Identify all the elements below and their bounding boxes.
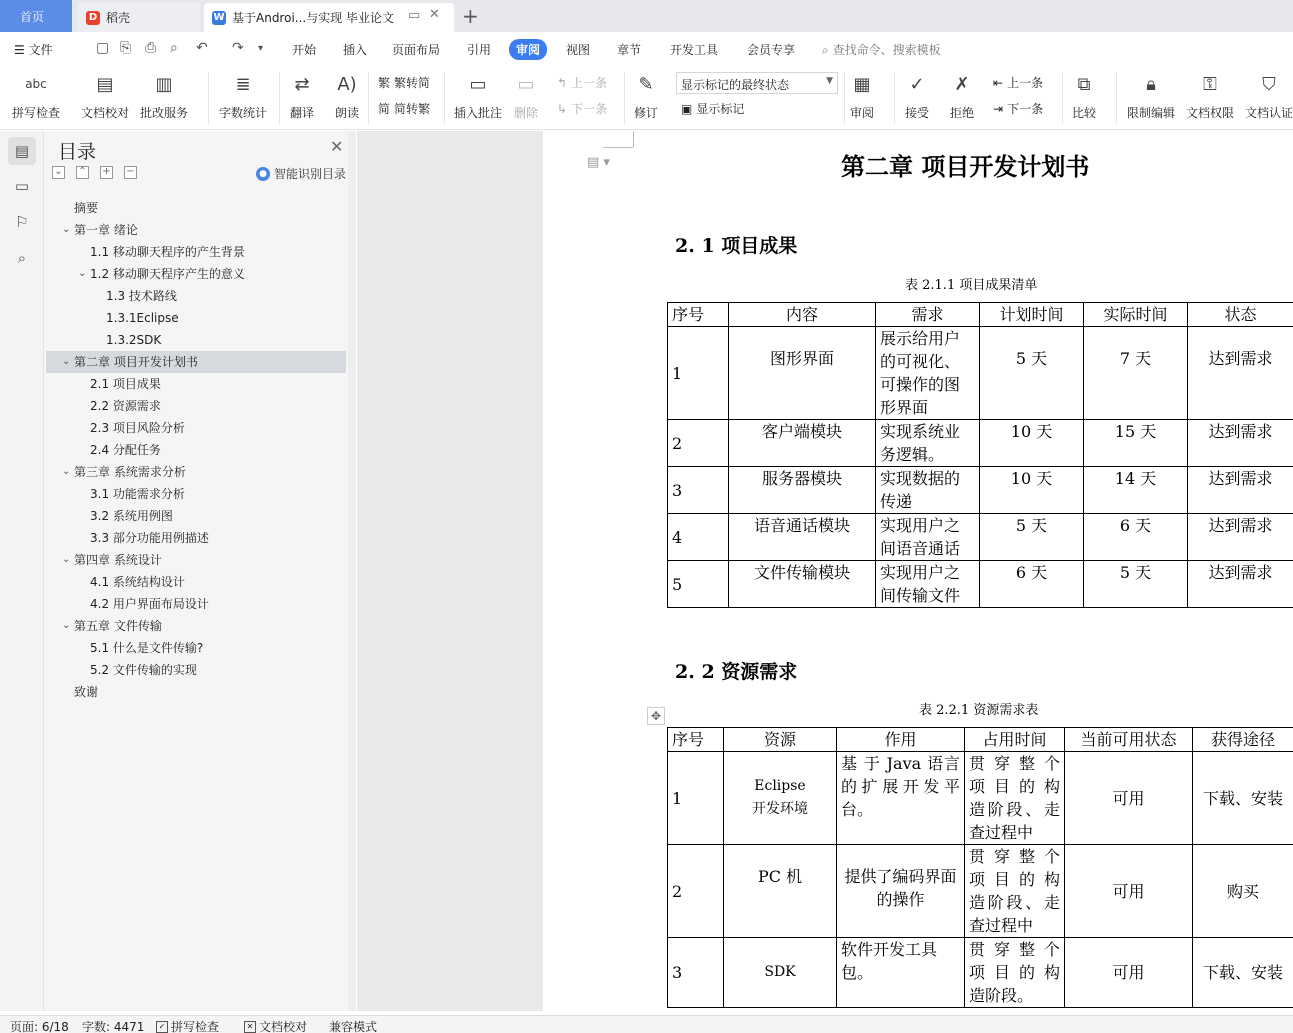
markup-icon: ▣ <box>681 101 693 116</box>
toc-item[interactable] <box>46 593 346 615</box>
translate-button[interactable] <box>288 70 316 121</box>
table-row <box>668 561 1293 608</box>
page-menu-icon[interactable]: ▤ ▾ <box>587 155 610 170</box>
toc-item[interactable] <box>46 329 346 351</box>
simp-to-trad-icon: 简 <box>378 102 391 116</box>
table-cell: 语音通话模块 <box>729 514 876 561</box>
toc-item-label: 第二章 项目开发计划书 <box>74 355 198 369</box>
toc-item[interactable] <box>46 659 346 681</box>
table-header-cell: 需求 <box>876 303 980 327</box>
toc-item-label: 3.3 部分功能用例描述 <box>90 531 209 545</box>
table-cell: 下载、安装 <box>1193 938 1293 1008</box>
doc-proof-icon: ▤ <box>96 73 114 95</box>
print-icon[interactable]: ⎙ <box>145 40 157 56</box>
compare-icon: ⧉ <box>1077 73 1091 95</box>
more-icon[interactable]: ▾ <box>258 43 264 54</box>
toc-item-label: 1.3.1Eclipse <box>106 311 179 325</box>
chevron-down-icon[interactable]: ⌄ <box>62 554 71 565</box>
menu-chapter[interactable]: 章节 <box>617 43 642 57</box>
table-cell: PC 机 <box>724 845 837 938</box>
table-cell: 2 <box>668 845 724 938</box>
table-cell: 达到需求 <box>1188 514 1293 561</box>
toc-item-label: 1.3 技术路线 <box>106 289 177 303</box>
restrict-edit-button[interactable] <box>1127 70 1175 121</box>
spell-check-icon: abc <box>25 77 47 91</box>
trad-to-simp-button[interactable] <box>378 74 430 91</box>
chevron-down-icon[interactable]: ⌄ <box>78 268 87 279</box>
table-project-results <box>667 302 1293 608</box>
permission-icon: ⚿ <box>1203 73 1217 95</box>
toc-item[interactable] <box>46 307 346 329</box>
table-move-handle-icon[interactable]: ✥ <box>647 707 665 725</box>
table-header-cell: 状态 <box>1188 303 1293 327</box>
doc-proof-status[interactable] <box>244 1018 307 1033</box>
close-icon[interactable]: ✕ <box>330 137 344 156</box>
menu-developer[interactable]: 开发工具 <box>670 43 719 57</box>
chevron-down-icon[interactable]: ⌄ <box>62 466 71 477</box>
table-header-cell: 资源 <box>724 728 837 752</box>
review-pane-label: 审阅 <box>849 106 874 120</box>
table-cell: 文件传输模块 <box>729 561 876 608</box>
table-cell: 实现系统业务逻辑。 <box>876 420 980 467</box>
toc-item[interactable] <box>46 439 346 461</box>
table-cell: 6 天 <box>1084 514 1188 561</box>
next-change-label: 下一条 <box>1007 102 1044 116</box>
smart-toc-button[interactable] <box>256 165 346 182</box>
table-row <box>668 327 1293 420</box>
command-search[interactable] <box>822 41 941 58</box>
revise-service-button[interactable] <box>140 70 188 121</box>
table-cell: 软件开发工具包。 <box>837 938 965 1008</box>
prev-change-button[interactable] <box>993 74 1043 91</box>
table1-caption: 表 2.1.1 项目成果清单 <box>905 278 1038 293</box>
table-cell: 2 <box>668 420 729 467</box>
pin-icon[interactable]: ▭ <box>408 8 421 23</box>
toc-item-label: 5.2 文件传输的实现 <box>90 663 197 677</box>
table-cell: 可用 <box>1065 845 1193 938</box>
prev-comment-button[interactable] <box>557 74 607 91</box>
tab-label: 稻壳 <box>106 11 131 25</box>
chevron-down-icon[interactable]: ⌄ <box>62 620 71 631</box>
next-comment-label: 下一条 <box>571 102 608 116</box>
hamburger-icon: ☰ <box>14 43 25 57</box>
delete-comment-label: 删除 <box>513 106 538 120</box>
search-placeholder: 查找命令、搜索模板 <box>832 43 941 57</box>
menu-insert[interactable]: 插入 <box>343 43 368 57</box>
table-cell: SDK <box>724 938 837 1008</box>
toc-item[interactable] <box>46 461 346 483</box>
smart-toc-label: 智能识别目录 <box>274 167 347 181</box>
document-area <box>357 131 1293 1011</box>
word-count-icon: ≣ <box>235 73 251 95</box>
delete-comment-button[interactable] <box>512 70 540 121</box>
review-pane-button[interactable] <box>848 70 876 121</box>
read-aloud-label: 朗读 <box>334 106 359 120</box>
tab-label: 基于Androi...与实现 毕业论文 <box>232 11 395 25</box>
search-icon[interactable]: ⌕ <box>17 249 27 267</box>
toc-list <box>46 197 346 703</box>
prev-comment-label: 上一条 <box>571 76 608 90</box>
doc-proof-button[interactable] <box>81 70 129 121</box>
export-icon[interactable]: ⎘ <box>120 40 132 56</box>
menu-bar <box>0 32 1293 66</box>
toc-item[interactable] <box>46 681 346 703</box>
bookmark-icon[interactable]: ⚐ <box>15 213 29 231</box>
prev-change-label: 上一条 <box>1007 76 1044 90</box>
track-changes-button[interactable] <box>632 70 660 121</box>
translate-label: 翻译 <box>289 106 314 120</box>
translate-icon: ⇄ <box>294 73 310 95</box>
table-cell: 达到需求 <box>1188 420 1293 467</box>
page-indicator[interactable]: 页面: 6/18 <box>10 1020 69 1033</box>
word-count-indicator[interactable]: 字数: 4471 <box>82 1020 145 1033</box>
side-icon-bar <box>0 131 44 1011</box>
status-bar <box>0 1015 1293 1033</box>
track-changes-icon: ✎ <box>638 73 654 95</box>
doc-cert-button[interactable] <box>1245 70 1293 121</box>
next-comment-button[interactable] <box>557 100 607 117</box>
toc-item[interactable] <box>46 395 346 417</box>
chevron-down-icon: ▼ <box>826 76 833 86</box>
collapse-all-icon[interactable]: ⌃ <box>76 166 89 179</box>
toc-item[interactable] <box>46 483 346 505</box>
table-header-cell: 序号 <box>668 728 724 752</box>
toc-item[interactable] <box>46 219 346 241</box>
toc-item[interactable] <box>46 417 346 439</box>
menu-member[interactable]: 会员专享 <box>747 43 796 57</box>
table-header-cell: 作用 <box>837 728 965 752</box>
toc-item-label: 3.1 功能需求分析 <box>90 487 185 501</box>
revise-service-icon: ▥ <box>155 73 173 95</box>
docer-icon: D <box>86 11 100 25</box>
smart-toc-icon: ● <box>256 167 270 181</box>
file-menu[interactable] <box>14 41 53 58</box>
table-cell: 购买 <box>1193 845 1293 938</box>
word-doc-icon: W <box>213 12 225 23</box>
spell-check-status[interactable] <box>156 1018 219 1033</box>
doc-cert-label: 文档认证 <box>1245 106 1293 120</box>
table-cell: 提供了编码界面的操作 <box>837 845 965 938</box>
section-title-2-1: 2. 1 项目成果 <box>675 235 798 257</box>
table-cell: 1 <box>668 752 724 845</box>
toc-item-label: 第三章 系统需求分析 <box>74 465 186 479</box>
comment-add-icon: ▭ <box>469 73 487 95</box>
toc-title: 目录 <box>58 141 97 163</box>
toc-item-label: 2.4 分配任务 <box>90 443 161 457</box>
spell-check-label: 拼写检查 <box>12 106 61 120</box>
table-cell: 达到需求 <box>1188 561 1293 608</box>
table-header-row <box>668 303 1293 327</box>
table-cell: 14 天 <box>1084 467 1188 514</box>
show-markup-label: 显示标记 <box>696 102 745 116</box>
search-icon: ⌕ <box>822 43 829 57</box>
table-cell: Eclipse 开发环境 <box>724 752 837 845</box>
table-resource-requirements <box>667 727 1293 1008</box>
table-cell: 1 <box>668 327 729 420</box>
toc-item-label: 2.1 项目成果 <box>90 377 161 391</box>
chevron-down-icon[interactable]: ⌄ <box>62 356 71 367</box>
toc-item-label: 1.1 移动聊天程序的产生背景 <box>90 245 245 259</box>
table-cell: 图形界面 <box>729 327 876 420</box>
toc-item-label: 2.2 资源需求 <box>90 399 161 413</box>
insert-comment-button[interactable] <box>454 70 502 121</box>
undo-icon[interactable]: ↶ <box>196 40 208 56</box>
tab-document[interactable] <box>204 3 454 32</box>
table-row <box>668 514 1293 561</box>
table2-caption: 表 2.2.1 资源需求表 <box>919 703 1039 718</box>
toc-item[interactable] <box>46 285 346 307</box>
table-cell: 可用 <box>1065 938 1193 1008</box>
accept-label: 接受 <box>904 106 929 120</box>
restrict-edit-label: 限制编辑 <box>1127 106 1176 120</box>
toc-item[interactable] <box>46 263 346 285</box>
spell-check-button[interactable] <box>12 70 60 121</box>
tab-bar <box>0 0 1293 32</box>
table-header-cell: 占用时间 <box>965 728 1065 752</box>
table-header-row <box>668 728 1293 752</box>
simp-to-trad-label: 简转繁 <box>394 102 431 116</box>
table-cell: 4 <box>668 514 729 561</box>
toc-item-label: 1.3.2SDK <box>106 333 162 347</box>
spell-check-status-label: 拼写检查 <box>171 1020 220 1033</box>
save-icon[interactable]: ▢ <box>96 40 110 56</box>
table-cell: 达到需求 <box>1188 467 1293 514</box>
close-tab-icon[interactable]: ✕ <box>429 7 440 22</box>
comment-delete-icon: ▭ <box>517 73 535 95</box>
compare-button[interactable] <box>1070 70 1098 121</box>
table-cell: 7 天 <box>1084 327 1188 420</box>
accept-icon: ✓ <box>909 73 925 95</box>
toc-item-label: 1.2 移动聊天程序产生的意义 <box>90 267 245 281</box>
table-cell: 展示给用户的可视化、可操作的图形界面 <box>876 327 980 420</box>
table-cell: 10 天 <box>980 420 1084 467</box>
tab-home[interactable]: 首页 <box>0 0 72 32</box>
checkbox-icon: ✓ <box>156 1021 168 1033</box>
toc-item[interactable] <box>46 505 346 527</box>
toc-item[interactable] <box>46 351 346 373</box>
table-cell: 基 于 Java 语言的扩展开发平台。 <box>837 752 965 845</box>
table-cell: 下载、安装 <box>1193 752 1293 845</box>
toc-item-label: 5.1 什么是文件传输? <box>90 641 204 655</box>
toc-scrollbar[interactable] <box>348 131 356 1011</box>
menu-view[interactable]: 视图 <box>566 43 591 57</box>
menu-start[interactable]: 开始 <box>292 43 317 57</box>
markup-mode-value: 显示标记的最终状态 <box>681 78 790 92</box>
toc-panel-icon[interactable]: ▤ <box>8 137 36 165</box>
table-cell: 达到需求 <box>1188 327 1293 420</box>
trad-to-simp-icon: 繁 <box>378 76 391 90</box>
certificate-icon: ⛉ <box>1262 73 1276 95</box>
table-header-cell: 计划时间 <box>980 303 1084 327</box>
word-count-label: 字数统计 <box>219 106 268 120</box>
chevron-down-icon[interactable]: ⌄ <box>62 224 71 235</box>
accept-button[interactable] <box>903 70 931 121</box>
revise-service-label: 批改服务 <box>140 106 189 120</box>
review-pane-icon: ▦ <box>853 73 871 95</box>
table-cell: 客户端模块 <box>729 420 876 467</box>
toc-panel <box>44 131 356 1011</box>
next-change-icon: ⇥ <box>993 101 1004 116</box>
table-cell: 实现用户之间语音通话 <box>876 514 980 561</box>
reject-button[interactable] <box>948 70 976 121</box>
toc-item-label: 第四章 系统设计 <box>74 553 162 567</box>
table-row <box>668 420 1293 467</box>
remove-heading-icon[interactable]: − <box>124 166 137 179</box>
toc-item[interactable] <box>46 549 346 571</box>
chapter-nav-icon[interactable]: ▭ <box>14 177 30 195</box>
simp-to-trad-button[interactable] <box>378 100 430 117</box>
table-header-cell: 内容 <box>729 303 876 327</box>
toc-item-label: 摘要 <box>74 201 99 215</box>
toc-item[interactable] <box>46 571 346 593</box>
menu-reference[interactable]: 引用 <box>467 43 492 57</box>
toc-item-label: 4.1 系统结构设计 <box>90 575 185 589</box>
toc-item-label: 4.2 用户界面布局设计 <box>90 597 209 611</box>
table-cell: 3 <box>668 938 724 1008</box>
insert-comment-label: 插入批注 <box>454 106 503 120</box>
table-cell: 5 天 <box>1084 561 1188 608</box>
next-icon: ↳ <box>557 101 568 116</box>
reject-icon: ✗ <box>954 73 970 95</box>
file-menu-label: 文件 <box>28 43 53 57</box>
table-cell: 贯 穿 整 个 项 目 的 构 造阶段、走查过程中 <box>965 752 1065 845</box>
table-cell: 可用 <box>1065 752 1193 845</box>
doc-proof-status-label: 文档校对 <box>259 1020 308 1033</box>
toc-item[interactable] <box>46 637 346 659</box>
table-cell: 3 <box>668 467 729 514</box>
table-cell: 5 天 <box>980 514 1084 561</box>
tab-docer[interactable] <box>78 3 200 32</box>
prev-change-icon: ⇤ <box>993 75 1004 90</box>
reject-label: 拒绝 <box>949 106 974 120</box>
expand-all-icon[interactable]: ⌄ <box>52 166 65 179</box>
table-cell: 服务器模块 <box>729 467 876 514</box>
read-aloud-icon: A) <box>337 73 357 95</box>
menu-layout[interactable]: 页面布局 <box>392 43 441 57</box>
toc-item[interactable] <box>46 373 346 395</box>
toc-item[interactable] <box>46 615 346 637</box>
toc-item-label: 2.3 项目风险分析 <box>90 421 185 435</box>
table-cell: 5 <box>668 561 729 608</box>
document-page <box>543 131 1293 1011</box>
toc-item[interactable] <box>46 197 346 219</box>
table-row <box>668 752 1293 845</box>
table-row <box>668 467 1293 514</box>
preview-icon[interactable]: ⌕ <box>170 40 178 56</box>
new-tab-icon[interactable]: + <box>462 4 479 28</box>
ribbon <box>0 66 1293 130</box>
add-heading-icon[interactable]: + <box>100 166 113 179</box>
toc-item-label: 致谢 <box>74 685 99 699</box>
redo-icon[interactable]: ↷ <box>232 40 244 56</box>
toc-item-label: 第五章 文件传输 <box>74 619 162 633</box>
doc-permission-button[interactable] <box>1186 70 1234 121</box>
table-cell: 6 天 <box>980 561 1084 608</box>
table-row <box>668 845 1293 938</box>
section-title-2-2: 2. 2 资源需求 <box>675 661 798 683</box>
table-row <box>668 938 1293 1008</box>
prev-icon: ↰ <box>557 75 568 90</box>
toc-item-label: 第一章 绪论 <box>74 223 138 237</box>
table-cell: 贯 穿 整 个 项 目 的 构 造阶段。 <box>965 938 1065 1008</box>
table-header-cell: 当前可用状态 <box>1065 728 1193 752</box>
table-cell: 5 天 <box>980 327 1084 420</box>
menu-review[interactable]: 审阅 <box>509 39 547 60</box>
compat-mode-status: 兼容模式 <box>329 1020 378 1033</box>
table-header-cell: 实际时间 <box>1084 303 1188 327</box>
toc-item[interactable] <box>46 527 346 549</box>
show-markup-button[interactable] <box>681 100 744 117</box>
word-count-button[interactable] <box>219 70 267 121</box>
doc-proof-label: 文档校对 <box>81 106 130 120</box>
lock-icon: 🔒︎ <box>1146 73 1156 95</box>
table-header-cell: 序号 <box>668 303 729 327</box>
next-change-button[interactable] <box>993 100 1043 117</box>
table-cell: 贯 穿 整 个 项 目 的 构 造阶段、走查过程中 <box>965 845 1065 938</box>
read-aloud-button[interactable] <box>333 70 361 121</box>
proof-icon: ✕ <box>244 1021 256 1033</box>
table-cell: 10 天 <box>980 467 1084 514</box>
table-header-cell: 获得途径 <box>1193 728 1293 752</box>
compare-label: 比较 <box>1071 106 1096 120</box>
table-cell: 实现数据的传递 <box>876 467 980 514</box>
toc-item[interactable] <box>46 241 346 263</box>
doc-permission-label: 文档权限 <box>1186 106 1235 120</box>
track-changes-label: 修订 <box>633 106 658 120</box>
markup-mode-select[interactable] <box>676 72 838 94</box>
table-cell: 实现用户之间传输文件 <box>876 561 980 608</box>
table-cell: 15 天 <box>1084 420 1188 467</box>
toc-item-label: 3.2 系统用例图 <box>90 509 173 523</box>
chapter-title: 第二章 项目开发计划书 <box>841 152 1090 181</box>
trad-to-simp-label: 繁转简 <box>394 76 431 90</box>
